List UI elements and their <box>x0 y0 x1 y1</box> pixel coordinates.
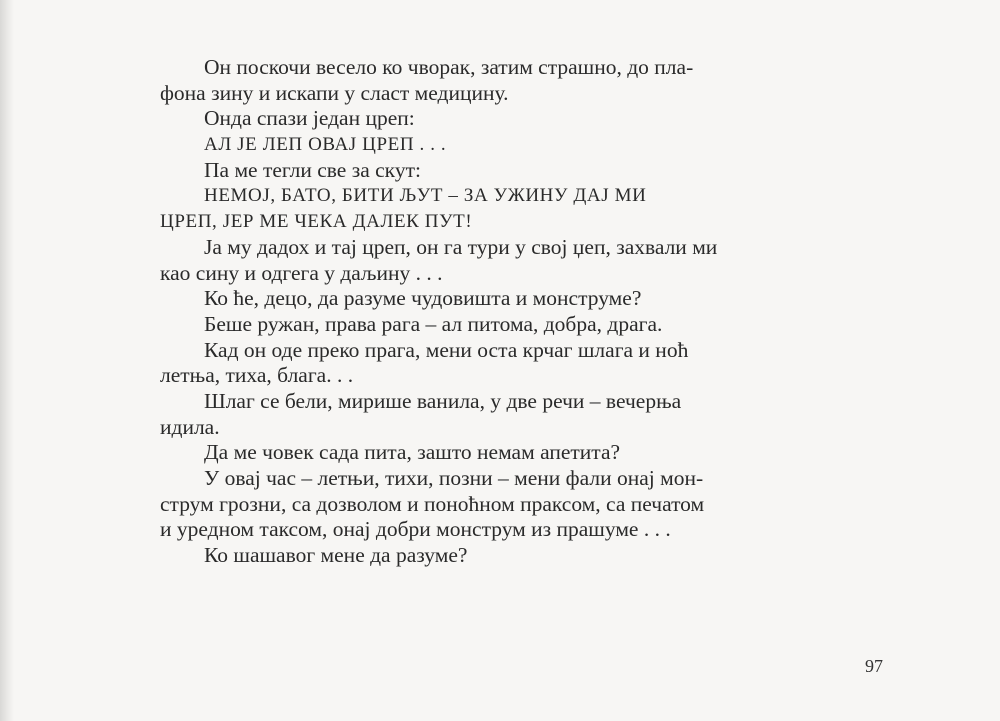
page-number: 97 <box>865 656 883 676</box>
text-line: Он поскочи весело ко чворак, затим страшно, до пла- <box>204 55 694 79</box>
text-line: Кад он оде преко прага, мени оста крчаг шлага и ноћ <box>204 337 689 362</box>
text-line: Ја му дадох и тај цреп, он га тури у свој џеп, захвали ми <box>204 234 718 259</box>
text-line: Ко ће, децо, да разуме чудовишта и монструме? <box>204 286 642 311</box>
text-line: У овај час – летњи, тихи, позни – мени фали онај мон- <box>204 466 704 490</box>
text-line: фона зину и искапи у сласт медицину. <box>160 80 509 105</box>
text-line: летња, тиха, блага. . . <box>160 363 354 388</box>
text-line: Па ме тегли све за скут: <box>204 157 421 182</box>
text-line: и уредном таксом, онај добри монструм из прашуме . . . <box>160 517 671 542</box>
text-line: Онда спази један цреп: <box>204 106 415 131</box>
poem-text <box>160 55 832 569</box>
text-line: Беше ружан, права рага – ал питома, добра, драга. <box>204 311 663 336</box>
text-line: АЛ ЈЕ ЛЕП ОВАЈ ЦРЕП . . . <box>204 134 447 156</box>
page-edge-shadow <box>0 0 14 721</box>
text-line: НЕМОЈ, БАТО, БИТИ ЉУТ – ЗА УЖИНУ ДАЈ МИ <box>204 185 647 207</box>
text-line: ЦРЕП, ЈЕР МЕ ЧЕКА ДАЛЕК ПУТ! <box>160 211 473 233</box>
text-line: струм грозни, са дозволом и поноћном праксом, са печатом <box>160 491 705 516</box>
text-line: Ко шашавог мене да разуме? <box>204 543 468 568</box>
text-line: Да ме човек сада пита, зашто немам апетита? <box>204 440 621 465</box>
text-line: идила. <box>160 414 220 439</box>
text-line: Шлаг се бели, мирише ванила, у две речи – вечерња <box>204 388 682 413</box>
text-line: као сину и одгега у даљину . . . <box>160 260 443 285</box>
